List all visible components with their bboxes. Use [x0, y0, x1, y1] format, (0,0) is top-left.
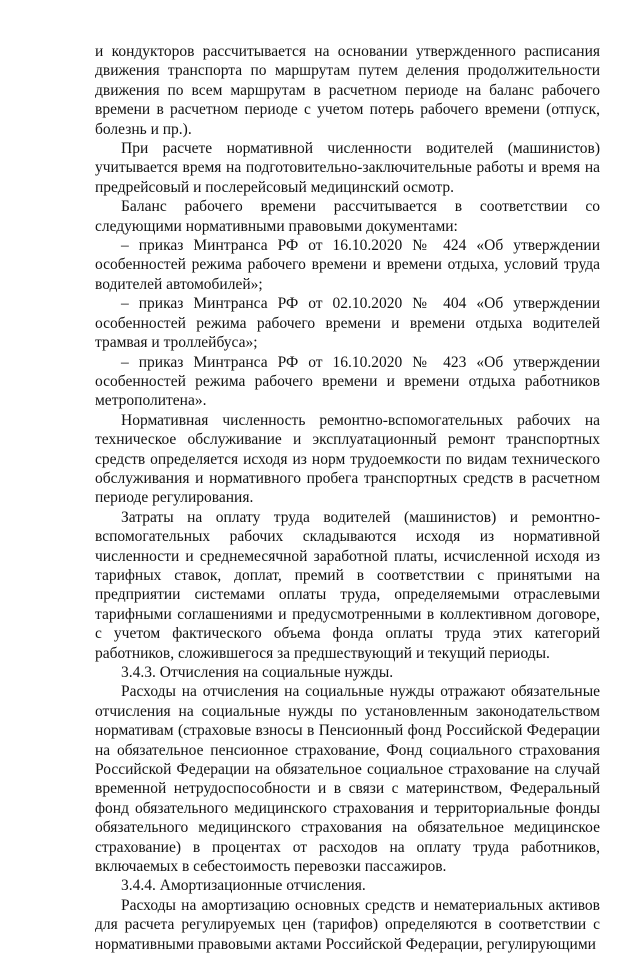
paragraph-1: и кондукторов рассчитывается на основании утвержденного расписания движения транспорта по маршрутам путем деления продолжительности движения по всем маршрутам в расчетном периоде на баланс рабочего времени в расчетном периоде с учетом потерь рабочего времени (отпуск, болезнь и пр.). [95, 43, 600, 138]
paragraph-7: Расходы на амортизацию основных средств и нематериальных активов для расчета регулируемых цен (тарифов) определяются в соответствии с нормативными правовыми актами Российской Федерации, регулирующими [95, 896, 600, 953]
list-item-order-404: – приказ Минтранса РФ от 02.10.2020 № 404 «Об утверждении особенностей режима рабочего времени и времени отдыха водителей трамвая и троллейбуса»; [95, 295, 600, 352]
list-item-order-423: – приказ Минтранса РФ от 16.10.2020 № 423 «Об утверждении особенностей режима рабочего времени и времени отдыха работников метрополитена». [95, 353, 600, 410]
paragraph-3: Баланс рабочего времени рассчитывается в соответствии со следующими нормативными правовыми документами: [95, 198, 600, 235]
paragraph-6: Расходы на отчисления на социальные нужды отражают обязательные отчисления на социальные нужды по установленным законодательством нормативам (страховые взносы в Пенсионный фонд Российской Федерации на обязательное пенсионное страхование, Фонд социального страхования Российской Федерации на обязательное социальное страхование на случай временной нетрудоспособности и в связи с материнством, Федеральный фонд обязательного медицинского страхования и территориальные фонды обязательного медицинского страхования на обязательное медицинское страхование) в процентах от расходов на оплату труда работников, включаемых в себестоимость перевозки пассажиров. [95, 683, 600, 876]
paragraph-2: При расчете нормативной численности водителей (машинистов) учитывается время на подготовительно-заключительные работы и время на предрейсовый и послерейсовый медицинский осмотр. [95, 140, 600, 196]
document-body [95, 42, 600, 954]
paragraph-4: Нормативная численность ремонтно-вспомогательных рабочих на техническое обслуживание и эксплуатационный ремонт транспортных средств определяется исходя из норм трудоемкости по видам технического обслуживания и нормативного пробега транспортных средств в расчетном периоде регулирования. [95, 411, 600, 507]
list-item-order-424: – приказ Минтранса РФ от 16.10.2020 № 424 «Об утверждении особенностей режима рабочего времени и времени отдыха, условий труда водителей автомобилей»; [95, 237, 600, 293]
paragraph-5: Затраты на оплату труда водителей (машинистов) и ремонтно-вспомогательных рабочих складываются исходя из нормативной численности и среднемесячной заработной платы, исчисленной исходя из тарифных ставок, доплат, премий в соответствии с принятыми на предприятии системами оплаты труда, определяемыми отраслевыми тарифными соглашениями и предусмотренными в коллективном договоре, с учетом фактического объема фонда оплаты труда этих категорий работников, сложившегося за предшествующий и текущий периоды. [95, 508, 600, 662]
section-heading-3-4-4: 3.4.4. Амортизационные отчисления. [121, 877, 366, 895]
section-heading-3-4-3: 3.4.3. Отчисления на социальные нужды. [121, 664, 394, 681]
